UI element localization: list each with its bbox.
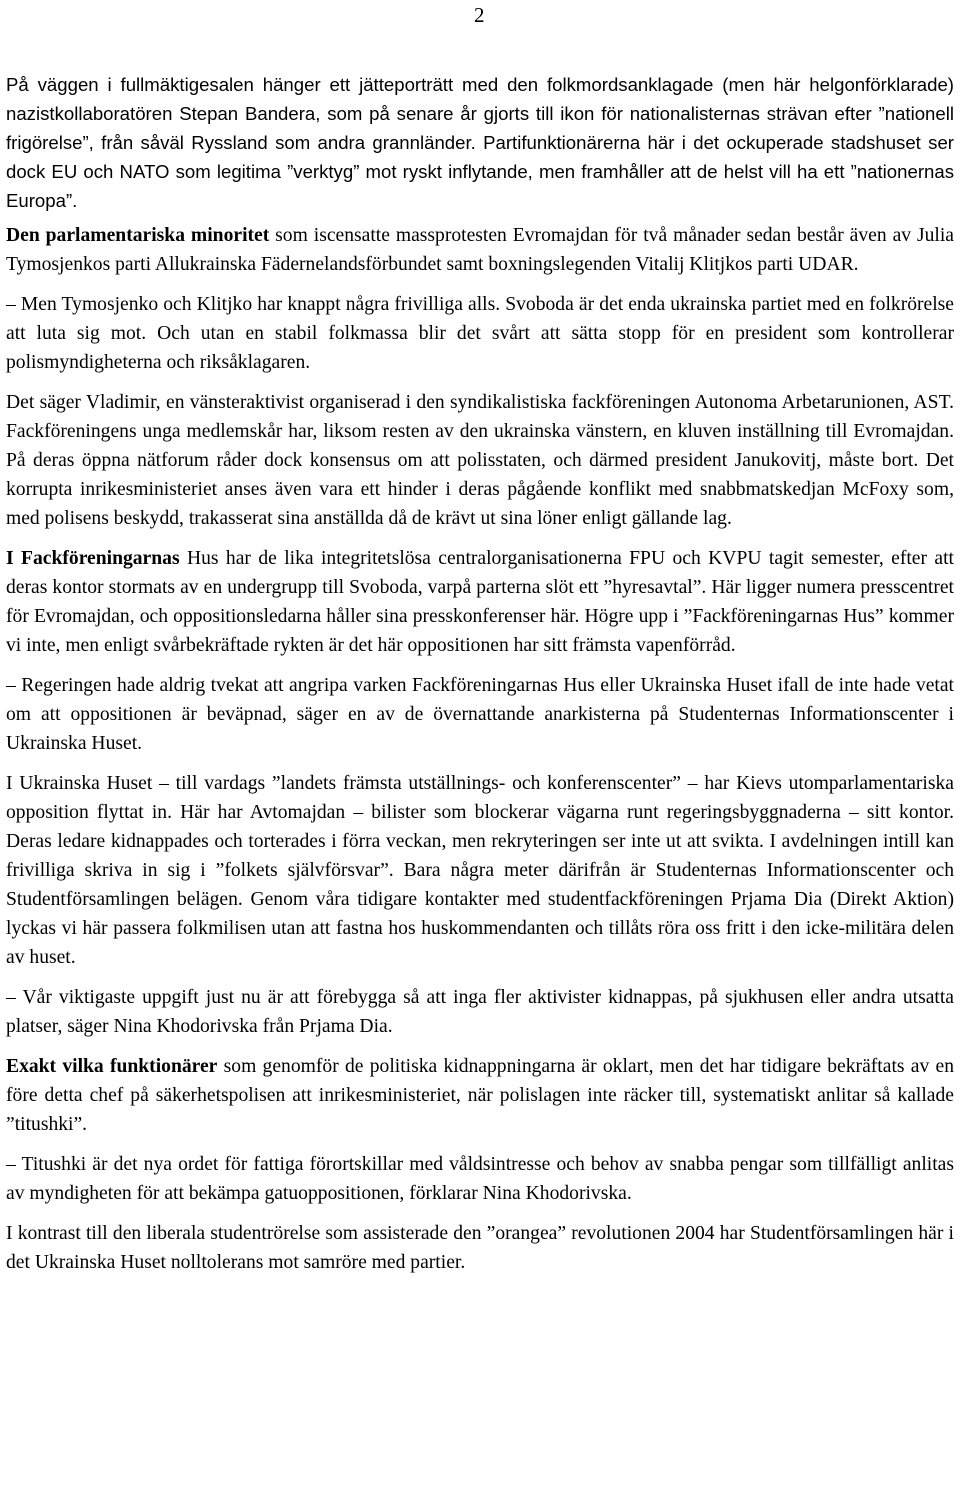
paragraph-7-text: I Ukrainska Huset – till vardags ”landets främsta utställnings- och konferenscenter” – har Kievs utomparlamentariska opposition flyttat in. Här har Avtomajdan – bilister som blockerar vägarna runt regeringsbyggnaderna – sitt kontor. Deras ledare kidnappades och torterades i förra veckan, men rekryteringen ser inte ut att svikta. I avdelningen intill kan frivilliga skriva in sig i ”folkets självförsvar”. Bara några meter därifrån är Studenternas Informationscenter och Studentförsamlingen belägen. Genom våra tidigare kontakter med studentfackföreningen Prjama Dia (Direkt Aktion) lyckas vi här passera folkmilisen utan att fastna hos huskommendanten och tillåts röra oss fritt i den icke-militära delen av huset. <box>6 773 954 968</box>
paragraph-2-lead: Den parlamentariska minoritet <box>6 225 270 246</box>
page-number: 2 <box>474 3 485 27</box>
paragraph-4-text: Det säger Vladimir, en vänsteraktivist organiserad i den syndikalistiska fackföreningen Autonoma Arbetarunionen, AST. Fackföreningens unga medlemskår har, liksom resten av den ukrainska vänstern, en kluven inställning till Evromajdan. På deras öppna nätforum råder dock konsensus om att polisstaten, och därmed president Janukovitj, måste bort. Det korrupta inrikesministeriet anses även vara ett hinder i deras pågående konflikt med snabbmatskedjan McFoxy som, med polisens beskydd, trakasserat sina anställda då de krävt ut sina löner enligt gällande lag. <box>6 392 954 529</box>
paragraph-5-text: Hus har de lika integritetslösa centralorganisationerna FPU och KVPU tagit semester, efter att deras kontor stormats av en undergrupp till Svoboda, varpå parterna slöt ett ”hyresavtal”. Här ligger numera presscentret för Evromajdan, och oppositionsledarna håller sina presskonferenser här. Högre upp i ”Fackföreningarnas Hus” kommer vi inte, men enligt svårbekräftade rykten är det här oppositionen har sitt främsta vapenförråd. <box>6 548 954 656</box>
paragraph-11 <box>6 1219 954 1277</box>
paragraph-5 <box>6 544 954 660</box>
paragraph-3-text: – Men Tymosjenko och Klitjko har knappt några frivilliga alls. Svoboda är det enda ukrainska partiet med en folkrörelse att luta sig mot. Och utan en stabil folkmassa blir det svårt att sätta stopp för en president som kontrollerar polismyndigheterna och riksåklagaren. <box>6 294 954 373</box>
paragraph-6 <box>6 671 954 758</box>
paragraph-2 <box>6 221 954 279</box>
paragraph-11-text: I kontrast till den liberala studentrörelse som assisterade den ”orangea” revolutionen 2004 har Studentförsamlingen här i det Ukrainska Huset nolltolerans mot samröre med partier. <box>6 1223 954 1273</box>
paragraph-2-text: som iscensatte massprotesten Evromajdan för två månader sedan består även av Julia Tymosjenkos parti Allukrainska Fädernelandsförbundet samt boxningslegenden Vitalij Klitjkos parti UDAR. <box>6 225 954 275</box>
paragraph-10-text: – Titushki är det nya ordet för fattiga förortskillar med våldsintresse och behov av snabba pengar som tillfälligt anlitas av myndigheten för att bekämpa gatuoppositionen, förklarar Nina Khodorivska. <box>6 1154 954 1204</box>
paragraph-9-text: som genomför de politiska kidnappningarna är oklart, men det har tidigare bekräftats av en före detta chef på säkerhetspolisen att inrikesministeriet, när polislagen inte räcker till, systematiskt anlitar så kallade ”titushki”. <box>6 1056 954 1135</box>
paragraph-3 <box>6 290 954 377</box>
paragraph-5-lead: I Fackföreningarnas <box>6 548 180 569</box>
paragraph-7 <box>6 769 954 972</box>
paragraph-8 <box>6 983 954 1041</box>
paragraph-9-lead: Exakt vilka funktionärer <box>6 1056 218 1077</box>
article-body <box>6 70 954 1288</box>
paragraph-1 <box>6 70 954 215</box>
paragraph-1-text: På väggen i fullmäktigesalen hänger ett jätteporträtt med den folkmordsanklagade (men här helgonförklarade) nazistkollaboratören Stepan Bandera, som på senare år gjorts till ikon för nationalisternas strävan efter ”nationell frigörelse”, från såväl Ryssland som andra grannländer. Partifunktionärerna här i det ockuperade stadshuset ser dock EU och NATO som legitima ”verktyg” mot ryskt inflytande, men framhåller att de helst vill ha ett ”nationernas Europa”. <box>6 74 954 211</box>
paragraph-10 <box>6 1150 954 1208</box>
paragraph-9 <box>6 1052 954 1139</box>
paragraph-4 <box>6 388 954 533</box>
paragraph-6-text: – Regeringen hade aldrig tvekat att angripa varken Fackföreningarnas Hus eller Ukrainska Huset ifall de inte hade vetat om att oppositionen är beväpnad, säger en av de övernattande anarkisterna på Studenternas Informationscenter i Ukrainska Huset. <box>6 675 954 754</box>
paragraph-8-text: – Vår viktigaste uppgift just nu är att förebygga så att inga fler aktivister kidnappas, på sjukhusen eller andra utsatta platser, säger Nina Khodorivska från Prjama Dia. <box>6 987 954 1037</box>
